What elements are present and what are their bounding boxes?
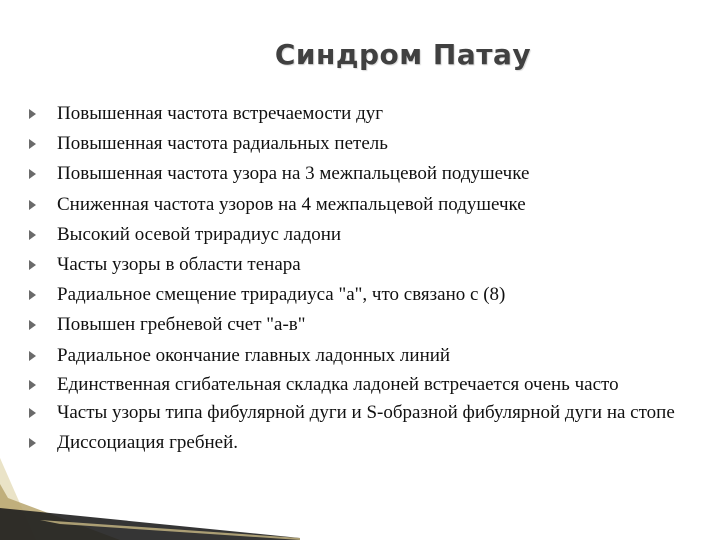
list-item [24,371,714,400]
triangle-right-icon [29,139,36,149]
list-item-text: Повышенная частота встречаемости дуг [57,103,384,124]
list-item-text: Диссоциация гребней. [57,432,239,454]
triangle-right-icon [29,230,36,240]
triangle-right-icon [29,260,36,270]
list-item-text: Часты узоры типа фибулярной дуги и S-образной фибулярной дуги на стопе [57,402,675,424]
triangle-right-icon [29,290,36,300]
bullet-list [24,99,714,458]
list-item-text: Сниженная частота узоров на 4 межпальцевой подушечке [57,193,526,215]
slide-title: Синдром Патау [274,38,532,71]
list-item-text: Единственная сгибательная складка ладоней встречается очень часто [57,373,619,395]
triangle-right-icon [29,169,36,179]
swoosh-shape-gold [0,484,120,540]
list-item [24,190,714,220]
triangle-right-icon [29,438,36,448]
list-item [24,341,714,371]
triangle-right-icon [29,380,36,390]
list-item [24,159,714,189]
triangle-right-icon [29,109,36,119]
list-item-text: Повышенная частота радиальных петель [57,133,388,155]
list-item [24,250,714,280]
swoosh-shape-light [0,458,36,540]
list-item-text: Радиальное окончание главных ладонных линий [57,344,451,366]
list-item-text: Повышенная частота узора на 3 межпальцевой подушечке [57,163,530,185]
list-item [24,129,714,159]
triangle-right-icon [29,320,36,330]
list-item [24,280,714,310]
list-item [24,310,714,340]
list-item [24,428,714,458]
triangle-right-icon [29,200,36,210]
list-item-text: Повышен гребневой счет "а-в" [57,314,306,336]
list-item-text: Часты узоры в области тенара [57,254,301,276]
list-item [24,220,714,250]
list-item [24,99,714,129]
swoosh-stripe [40,520,300,540]
list-item-text: Радиальное смещение трирадиуса "а", что связано с (8) [57,284,506,306]
swoosh-shape-dark [0,508,300,540]
triangle-right-icon [29,408,36,418]
triangle-right-icon [29,351,36,361]
list-item-text: Высокий осевой трирадиус ладони [57,223,342,245]
list-item [24,399,714,428]
